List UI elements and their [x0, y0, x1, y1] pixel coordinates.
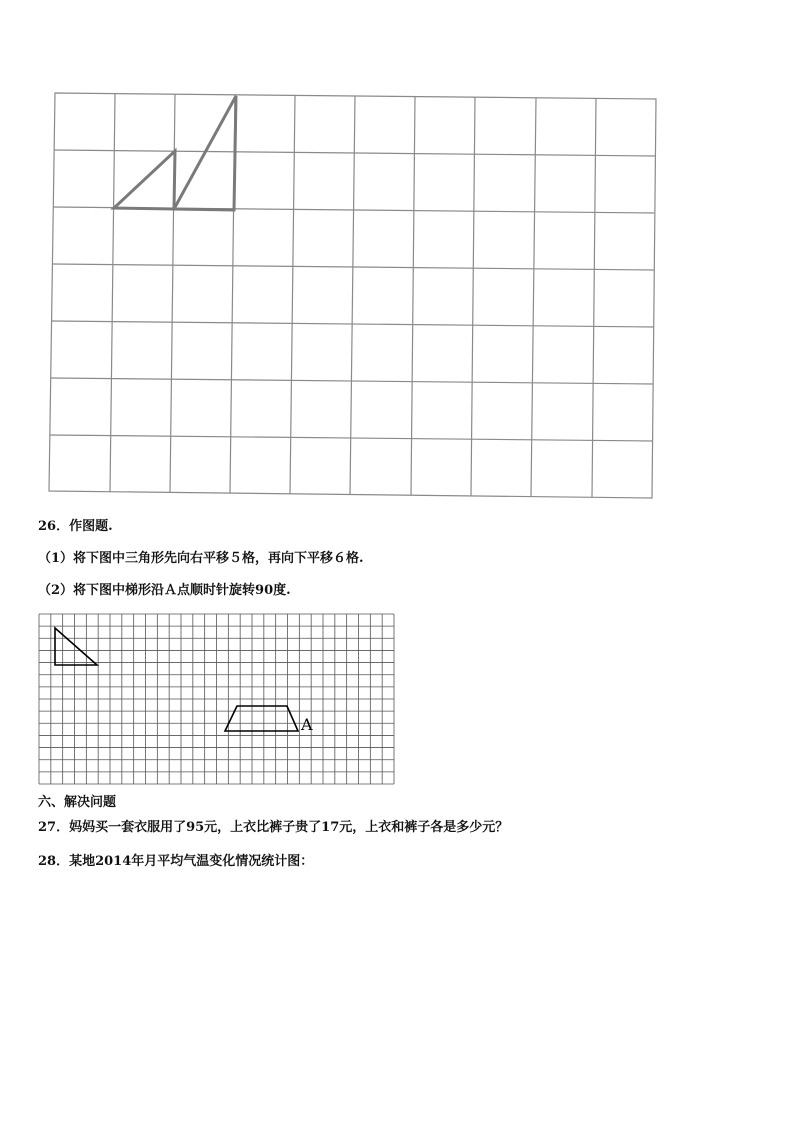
section-6-title: 六、解决问题 [38, 795, 117, 810]
point-a-label: A [301, 715, 313, 734]
small-grid-triangle [55, 628, 97, 665]
small-grid [39, 614, 394, 784]
question-27: 27．妈妈买一套衣服用了95元，上衣比裤子贵了17元，上衣和裤子各是多少元？ [38, 820, 509, 835]
question-28: 28．某地2014年月平均气温变化情况统计图： [38, 854, 314, 869]
question-26-title: 26．作图题. [38, 519, 113, 534]
question-26-part-1: （1）将下图中三角形先向右平移５格，再向下平移６格. [38, 551, 364, 566]
trapezoid [225, 706, 298, 731]
question-26-part-2: （2）将下图中梯形沿Ａ点顺时针旋转90度. [38, 583, 291, 598]
